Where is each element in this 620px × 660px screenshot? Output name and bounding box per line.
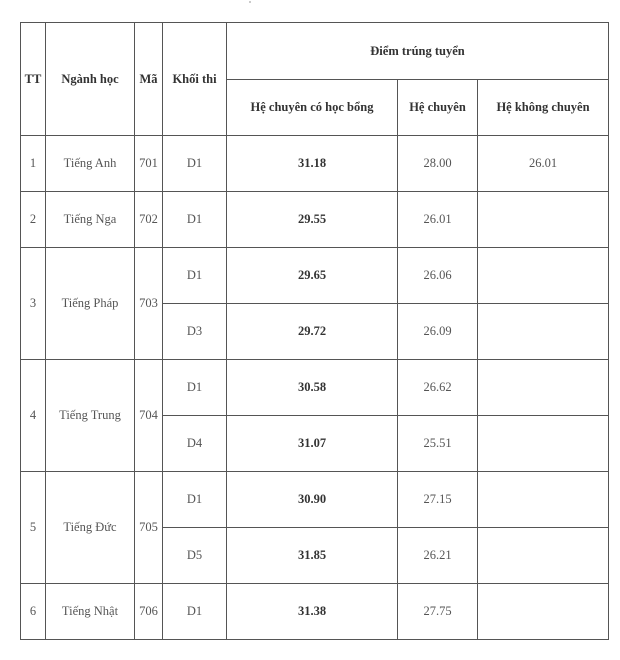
cell-nganh: Tiếng Trung [46, 360, 135, 472]
cell-chuyen: 25.51 [398, 416, 478, 472]
cell-khong-chuyen [478, 192, 609, 248]
header-he-chuyen-hoc-bong: Hệ chuyên có học bổng [227, 80, 398, 136]
cell-tt: 1 [21, 136, 46, 192]
cell-tt: 3 [21, 248, 46, 360]
cell-nganh: Tiếng Pháp [46, 248, 135, 360]
cell-nganh: Tiếng Nga [46, 192, 135, 248]
cell-hoc-bong: 31.18 [227, 136, 398, 192]
cell-khoi: D1 [163, 584, 227, 640]
cell-nganh: Tiếng Anh [46, 136, 135, 192]
cell-khoi: D1 [163, 248, 227, 304]
cell-khong-chuyen [478, 248, 609, 304]
table-row [21, 192, 609, 248]
table-row [21, 248, 609, 304]
cell-chuyen: 26.21 [398, 528, 478, 584]
header-nganh-hoc: Ngành học [46, 23, 135, 136]
cell-chuyen: 26.09 [398, 304, 478, 360]
cell-khong-chuyen [478, 528, 609, 584]
cell-ma: 705 [135, 472, 163, 584]
cell-khoi: D4 [163, 416, 227, 472]
cell-chuyen: 27.75 [398, 584, 478, 640]
cell-hoc-bong: 29.72 [227, 304, 398, 360]
cell-khong-chuyen [478, 416, 609, 472]
header-ma: Mã [135, 23, 163, 136]
cell-tt: 2 [21, 192, 46, 248]
cell-hoc-bong: 31.38 [227, 584, 398, 640]
cell-hoc-bong: 30.58 [227, 360, 398, 416]
cell-khong-chuyen [478, 584, 609, 640]
header-tt: TT [21, 23, 46, 136]
cell-khoi: D3 [163, 304, 227, 360]
cell-khong-chuyen [478, 304, 609, 360]
cell-ma: 703 [135, 248, 163, 360]
cell-ma: 701 [135, 136, 163, 192]
cell-khong-chuyen [478, 472, 609, 528]
cell-chuyen: 26.01 [398, 192, 478, 248]
cell-hoc-bong: 30.90 [227, 472, 398, 528]
table-row [21, 472, 609, 528]
table-row [21, 584, 609, 640]
cell-hoc-bong: 29.55 [227, 192, 398, 248]
cell-ma: 702 [135, 192, 163, 248]
cell-khoi: D1 [163, 360, 227, 416]
cell-tt: 4 [21, 360, 46, 472]
cell-hoc-bong: 31.07 [227, 416, 398, 472]
cell-hoc-bong: 29.65 [227, 248, 398, 304]
header-khoi-thi: Khối thi [163, 23, 227, 136]
cell-hoc-bong: 31.85 [227, 528, 398, 584]
table-row [21, 136, 609, 192]
header-row-top [21, 23, 609, 80]
header-diem-trung-tuyen: Điểm trúng tuyển [227, 23, 609, 80]
cell-chuyen: 28.00 [398, 136, 478, 192]
cell-khoi: D5 [163, 528, 227, 584]
cell-khong-chuyen: 26.01 [478, 136, 609, 192]
cell-tt: 6 [21, 584, 46, 640]
cell-khoi: D1 [163, 192, 227, 248]
cell-khoi: D1 [163, 472, 227, 528]
cell-tt: 5 [21, 472, 46, 584]
cell-ma: 704 [135, 360, 163, 472]
cell-ma: 706 [135, 584, 163, 640]
cell-nganh: Tiếng Nhật [46, 584, 135, 640]
admission-scores-table [20, 22, 609, 640]
header-he-khong-chuyen: Hệ không chuyên [478, 80, 609, 136]
cell-chuyen: 27.15 [398, 472, 478, 528]
cell-chuyen: 26.62 [398, 360, 478, 416]
cell-khoi: D1 [163, 136, 227, 192]
cell-chuyen: 26.06 [398, 248, 478, 304]
cell-khong-chuyen [478, 360, 609, 416]
cell-nganh: Tiếng Đức [46, 472, 135, 584]
scan-speck [249, 1, 251, 3]
table-row [21, 360, 609, 416]
header-he-chuyen: Hệ chuyên [398, 80, 478, 136]
